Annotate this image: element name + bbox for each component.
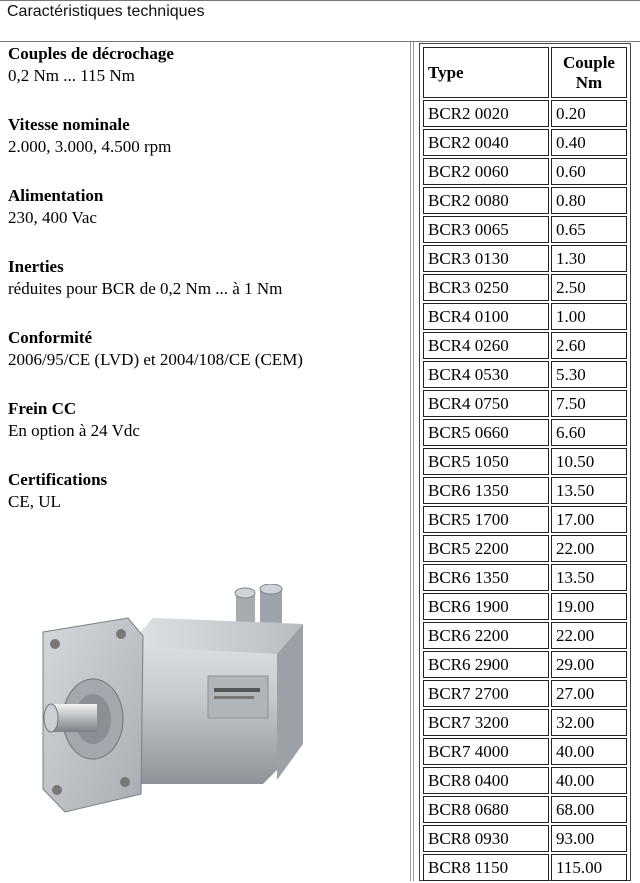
- spec-value: 0,2 Nm ... 115 Nm: [8, 66, 135, 85]
- type-cell: BCR6 1900: [423, 593, 549, 620]
- section-title: Caractéristiques techniques: [7, 3, 205, 20]
- table-row: [423, 361, 627, 388]
- type-cell: BCR5 2200: [423, 535, 549, 562]
- couple-cell: 10.50: [551, 448, 627, 475]
- type-cell: BCR5 1050: [423, 448, 549, 475]
- couple-cell: 2.50: [551, 274, 627, 301]
- type-cell: BCR2 0080: [423, 187, 549, 214]
- spec-nominal-speed: [8, 114, 403, 158]
- torque-table-frame: [419, 43, 631, 881]
- table-row: [423, 477, 627, 504]
- spec-value: En option à 24 Vdc: [8, 421, 140, 440]
- table-row: [423, 245, 627, 272]
- table-row: [423, 680, 627, 707]
- couple-cell: 13.50: [551, 477, 627, 504]
- type-cell: BCR2 0040: [423, 129, 549, 156]
- couple-cell: 0.20: [551, 100, 627, 127]
- table-header-row: [423, 47, 627, 98]
- couple-cell: 1.30: [551, 245, 627, 272]
- servo-motor-image: [33, 584, 323, 816]
- couple-cell: 115.00: [551, 854, 627, 881]
- couple-header-line1: Couple: [563, 52, 615, 72]
- couple-cell: 6.60: [551, 419, 627, 446]
- spec-title: Couples de décrochage: [8, 44, 174, 63]
- table-row: [423, 651, 627, 678]
- type-cell: BCR3 0130: [423, 245, 549, 272]
- type-cell: BCR6 1350: [423, 477, 549, 504]
- spec-value: 2.000, 3.000, 4.500 rpm: [8, 137, 172, 156]
- spec-power-supply: [8, 185, 403, 229]
- type-cell: BCR5 0660: [423, 419, 549, 446]
- couple-cell: 0.40: [551, 129, 627, 156]
- couple-cell: 22.00: [551, 535, 627, 562]
- table-row: [423, 332, 627, 359]
- spec-value: 230, 400 Vac: [8, 208, 97, 227]
- spec-inertia: [8, 256, 403, 300]
- column-divider: [413, 42, 414, 881]
- table-row: [423, 622, 627, 649]
- table-row: [423, 158, 627, 185]
- type-cell: BCR3 0250: [423, 274, 549, 301]
- couple-cell: 93.00: [551, 825, 627, 852]
- couple-cell: 29.00: [551, 651, 627, 678]
- type-cell: BCR8 1150: [423, 854, 549, 881]
- type-cell: BCR2 0020: [423, 100, 549, 127]
- spec-value: 2006/95/CE (LVD) et 2004/108/CE (CEM): [8, 350, 303, 369]
- spec-value: réduites pour BCR de 0,2 Nm ... à 1 Nm: [8, 279, 283, 298]
- table-row: [423, 216, 627, 243]
- couple-cell: 32.00: [551, 709, 627, 736]
- couple-column-header: [551, 47, 627, 98]
- type-cell: BCR7 2700: [423, 680, 549, 707]
- spec-certifications: [8, 469, 403, 513]
- type-cell: BCR8 0680: [423, 796, 549, 823]
- spec-title: Inerties: [8, 257, 64, 276]
- table-row: [423, 274, 627, 301]
- spec-title: Alimentation: [8, 186, 104, 205]
- type-cell: BCR2 0060: [423, 158, 549, 185]
- table-row: [423, 100, 627, 127]
- table-row: [423, 796, 627, 823]
- couple-cell: 0.60: [551, 158, 627, 185]
- couple-cell: 40.00: [551, 738, 627, 765]
- table-row: [423, 709, 627, 736]
- type-cell: BCR7 4000: [423, 738, 549, 765]
- couple-cell: 1.00: [551, 303, 627, 330]
- couple-header-line2: Nm: [575, 72, 603, 92]
- table-row: [423, 593, 627, 620]
- couple-cell: 68.00: [551, 796, 627, 823]
- couple-cell: 17.00: [551, 506, 627, 533]
- couple-cell: 19.00: [551, 593, 627, 620]
- table-row: [423, 535, 627, 562]
- type-cell: BCR8 0930: [423, 825, 549, 852]
- spec-title: Certifications: [8, 470, 108, 489]
- torque-table: [421, 45, 629, 883]
- type-cell: BCR4 0100: [423, 303, 549, 330]
- couple-cell: 0.80: [551, 187, 627, 214]
- type-cell: BCR4 0530: [423, 361, 549, 388]
- type-cell: BCR6 2900: [423, 651, 549, 678]
- type-cell: BCR4 0750: [423, 390, 549, 417]
- couple-cell: 22.00: [551, 622, 627, 649]
- table-row: [423, 129, 627, 156]
- type-cell: BCR4 0260: [423, 332, 549, 359]
- type-cell: BCR8 0400: [423, 767, 549, 794]
- table-row: [423, 390, 627, 417]
- table-row: [423, 564, 627, 591]
- type-cell: BCR7 3200: [423, 709, 549, 736]
- couple-cell: 0.65: [551, 216, 627, 243]
- type-column-header: Type: [423, 47, 549, 98]
- spec-title: Conformité: [8, 328, 93, 347]
- couple-cell: 2.60: [551, 332, 627, 359]
- spec-value: CE, UL: [8, 492, 61, 511]
- spec-brake: [8, 398, 403, 442]
- type-cell: BCR6 2200: [423, 622, 549, 649]
- type-cell: BCR3 0065: [423, 216, 549, 243]
- couple-cell: 27.00: [551, 680, 627, 707]
- table-row: [423, 448, 627, 475]
- couple-cell: 40.00: [551, 767, 627, 794]
- table-row: [423, 825, 627, 852]
- spec-title: Frein CC: [8, 399, 77, 418]
- column-divider: [410, 42, 411, 881]
- table-row: [423, 419, 627, 446]
- couple-cell: 5.30: [551, 361, 627, 388]
- table-row: [423, 303, 627, 330]
- couple-cell: 13.50: [551, 564, 627, 591]
- spec-stall-torque: [8, 43, 403, 87]
- section-header: [0, 0, 640, 42]
- table-row: [423, 738, 627, 765]
- spec-title: Vitesse nominale: [8, 115, 130, 134]
- table-row: [423, 506, 627, 533]
- table-row: [423, 187, 627, 214]
- type-cell: BCR5 1700: [423, 506, 549, 533]
- type-cell: BCR6 1350: [423, 564, 549, 591]
- spec-conformity: [8, 327, 403, 371]
- table-row: [423, 767, 627, 794]
- couple-cell: 7.50: [551, 390, 627, 417]
- table-row: [423, 854, 627, 881]
